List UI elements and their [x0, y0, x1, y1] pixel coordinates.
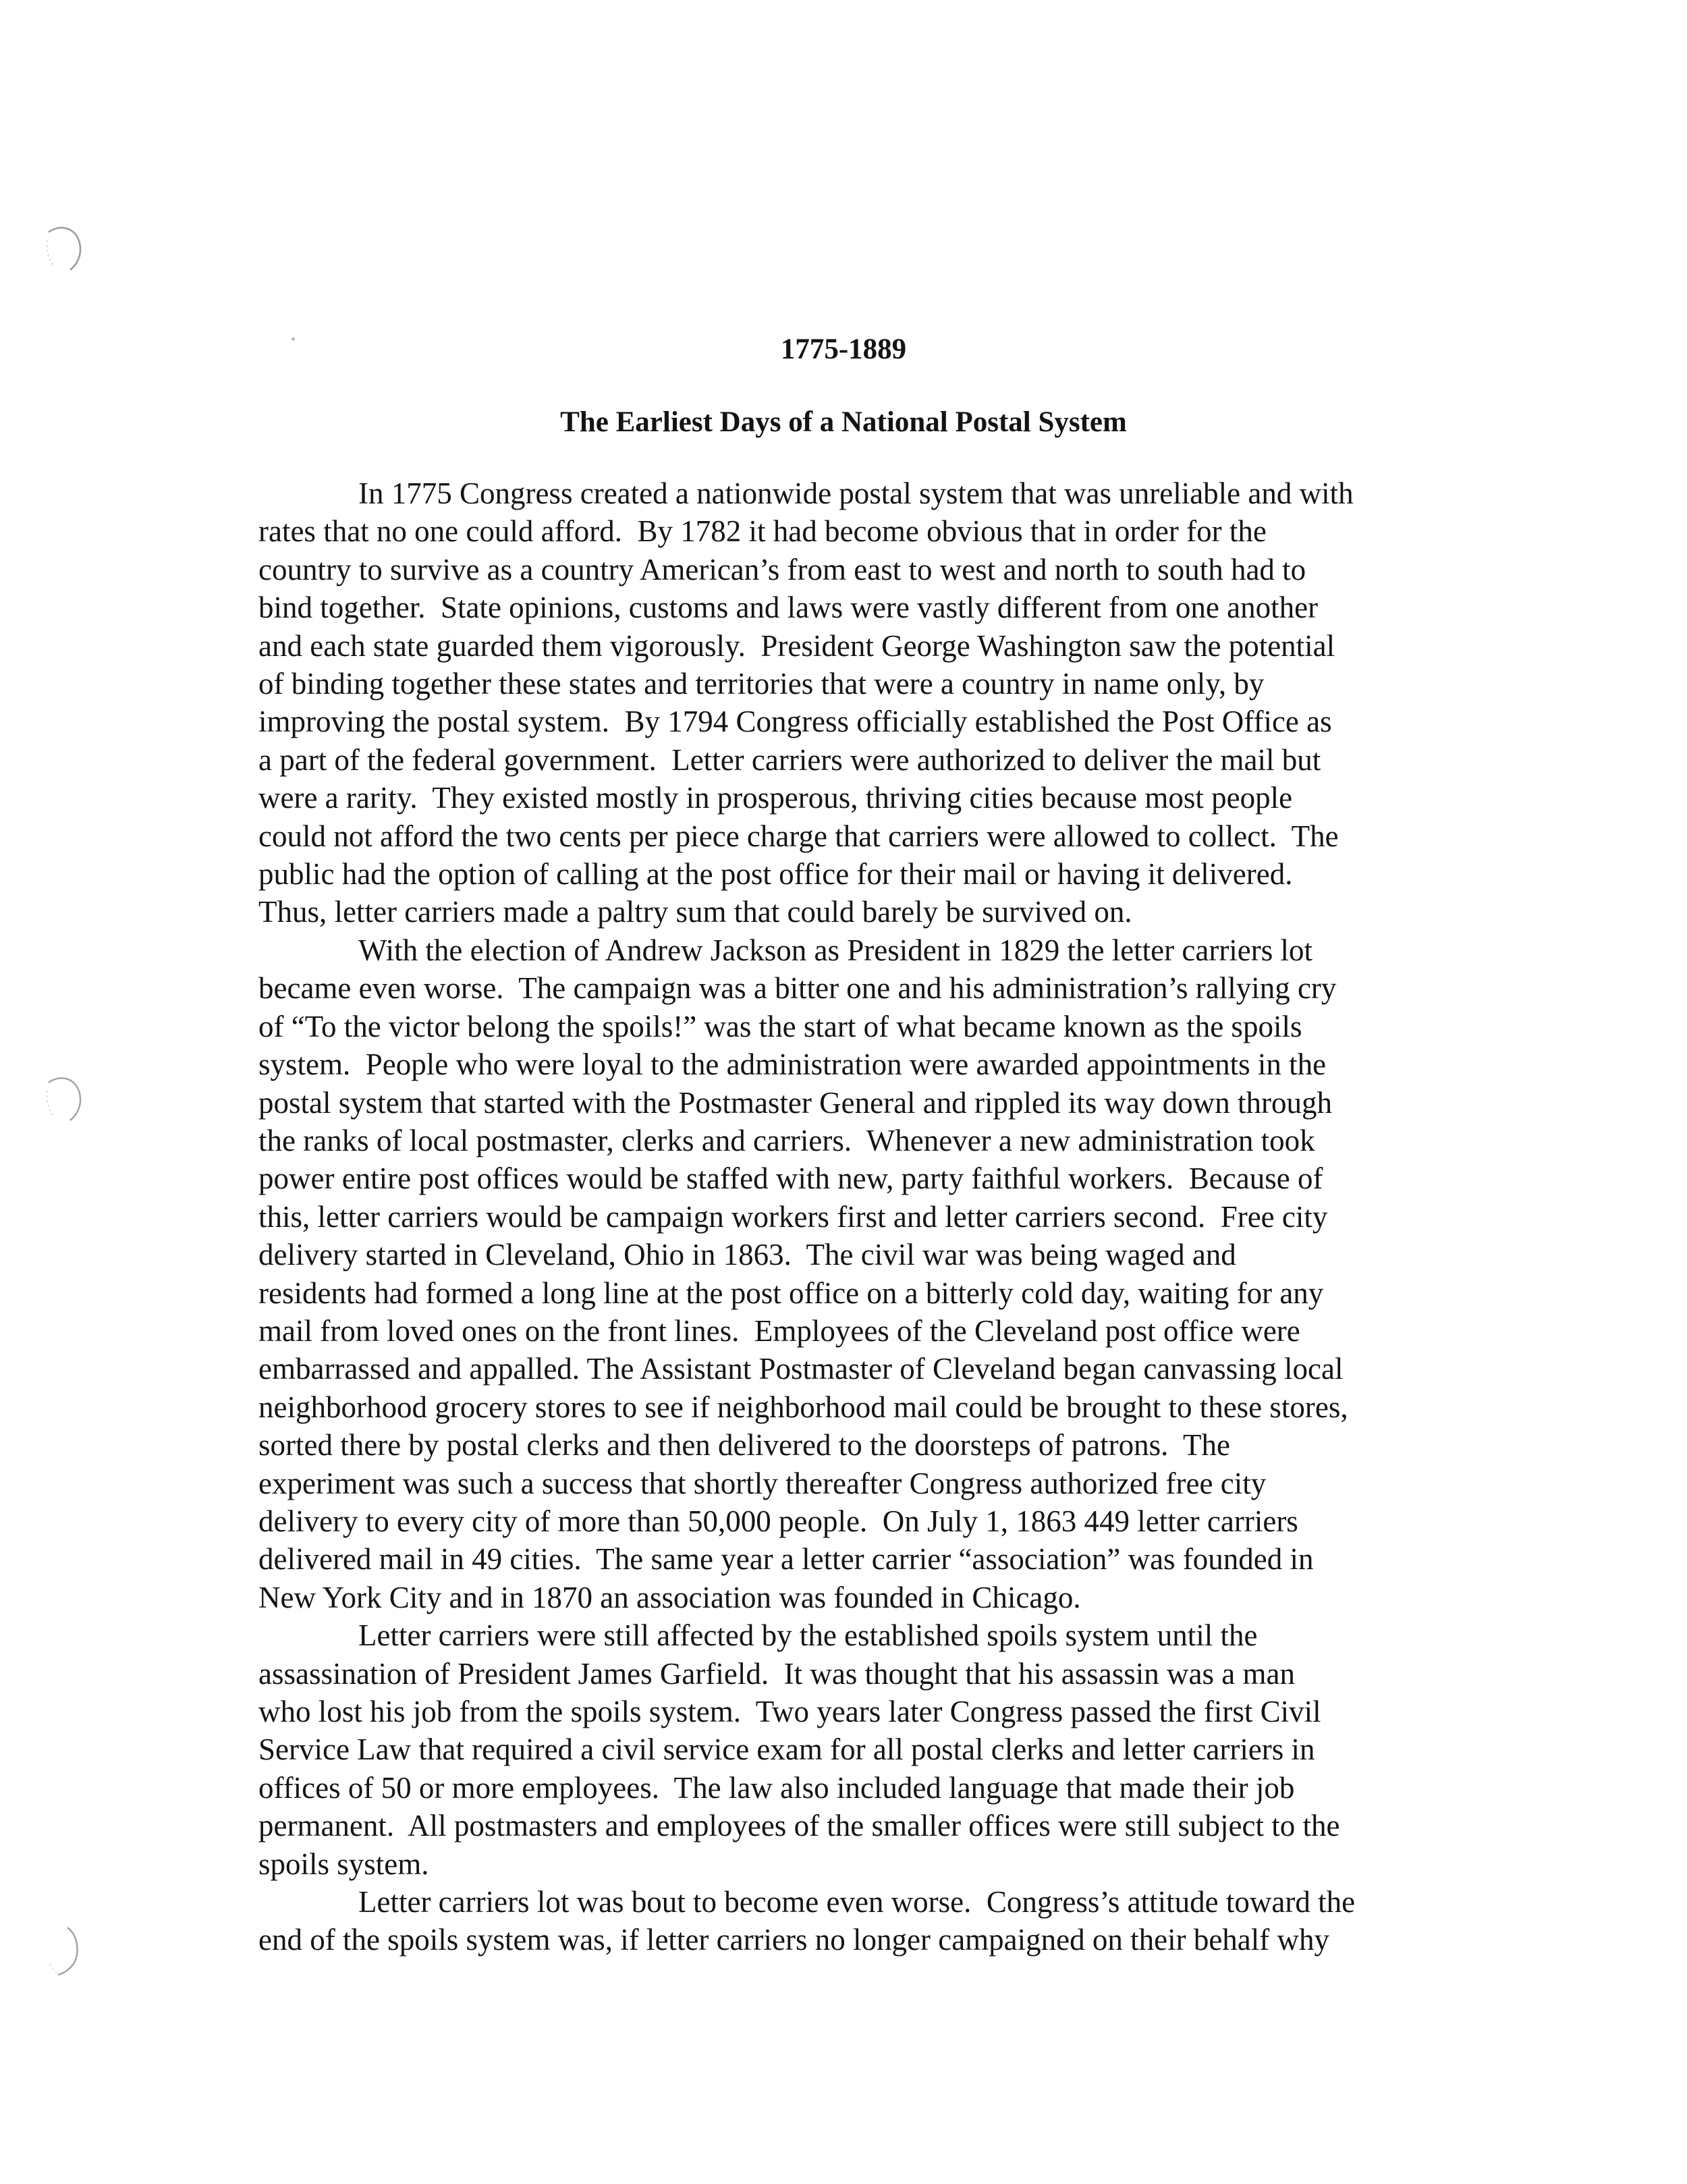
text-line: were a rarity. They existed mostly in prosperous, thriving cities because most people: [258, 781, 1293, 815]
text-line: With the election of Andrew Jackson as President in 1829 the letter carriers lot: [358, 933, 1313, 967]
paragraph: [258, 931, 1446, 1616]
date-range-heading: 1775-1889: [780, 333, 907, 365]
text-line: residents had formed a long line at the post office on a bitterly cold day, waiting for any: [258, 1276, 1324, 1310]
text-line: could not afford the two cents per piece charge that carriers were allowed to collect. The: [258, 819, 1339, 853]
text-line: Thus, letter carriers made a paltry sum that could barely be survived on.: [258, 895, 1132, 929]
paragraph: [258, 474, 1446, 931]
text-line: end of the spoils system was, if letter carriers no longer campaigned on their behalf why: [258, 1923, 1330, 1957]
text-line: and each state guarded them vigorously. President George Washington saw the potential: [258, 628, 1335, 663]
hole-punch-mark: [40, 223, 88, 277]
text-line: New York City and in 1870 an association was founded in Chicago.: [258, 1580, 1081, 1614]
text-line: the ranks of local postmaster, clerks and carriers. Whenever a new administration took: [258, 1123, 1315, 1157]
text-line: of binding together these states and territories that were a country in name only, by: [258, 667, 1265, 701]
text-line: improving the postal system. By 1794 Congress officially established the Post Office as: [258, 705, 1332, 739]
text-line: a part of the federal government. Letter carriers were authorized to deliver the mail but: [258, 742, 1321, 777]
text-line: sorted there by postal clerks and then delivered to the doorsteps of patrons. The: [258, 1428, 1231, 1463]
text-line: permanent. All postmasters and employees of the smaller offices were still subject to the: [258, 1809, 1340, 1843]
text-line: of “To the victor belong the spoils!” was the start of what became known as the spoils: [258, 1009, 1302, 1043]
text-line: Letter carriers were still affected by the established spoils system until the: [358, 1618, 1258, 1653]
text-line: public had the option of calling at the post office for their mail or having it delivered.: [258, 857, 1293, 892]
paragraph: [258, 1883, 1446, 1959]
text-line: became even worse. The campaign was a bitter one and his administration’s rallying cry: [258, 971, 1337, 1006]
text-line: experiment was such a success that shortly thereafter Congress authorized free city: [258, 1466, 1267, 1500]
text-line: delivery started in Cleveland, Ohio in 1863. The civil war was being waged and: [258, 1238, 1236, 1272]
text-line: In 1775 Congress created a nationwide postal system that was unreliable and with: [358, 476, 1354, 510]
text-line: postal system that started with the Postmaster General and rippled its way down through: [258, 1085, 1332, 1120]
text-line: system. People who were loyal to the administration were awarded appointments in the: [258, 1047, 1327, 1082]
text-line: country to survive as a country American’s from east to west and north to south had to: [258, 552, 1306, 586]
text-line: mail from loved ones on the front lines. Employees of the Cleveland post office were: [258, 1313, 1300, 1348]
text-line: this, letter carriers would be campaign workers first and letter carriers second. Free city: [258, 1199, 1328, 1234]
text-line: embarrassed and appalled. The Assistant Postmaster of Cleveland began canvassing local: [258, 1352, 1344, 1386]
text-line: power entire post offices would be staffed with new, party faithful workers. Because of: [258, 1162, 1323, 1196]
page-title: The Earliest Days of a National Postal System: [560, 406, 1127, 438]
body-text: [258, 474, 1446, 1959]
hole-punch-mark: [40, 1073, 88, 1127]
text-line: Service Law that required a civil service exam for all postal clerks and letter carriers in: [258, 1732, 1315, 1767]
paragraph: [258, 1616, 1446, 1883]
text-line: rates that no one could afford. By 1782 it had become obvious that in order for the: [258, 514, 1267, 549]
text-line: spoils system.: [258, 1847, 429, 1881]
text-line: neighborhood grocery stores to see if neighborhood mail could be brought to these stores,: [258, 1390, 1348, 1424]
text-line: bind together. State opinions, customs and laws were vastly different from one another: [258, 591, 1319, 625]
text-line: delivered mail in 49 cities. The same year a letter carrier “association” was founded in: [258, 1542, 1314, 1577]
hole-punch-mark: [40, 1923, 88, 1977]
text-line: Letter carriers lot was bout to become even worse. Congress’s attitude toward the: [358, 1885, 1356, 1919]
text-line: delivery to every city of more than 50,000 people. On July 1, 1863 449 letter carriers: [258, 1504, 1298, 1538]
text-line: offices of 50 or more employees. The law also included language that made their job: [258, 1770, 1295, 1805]
text-line: who lost his job from the spoils system. Two years later Congress passed the first Civil: [258, 1695, 1321, 1728]
text-line: assassination of President James Garfield. It was thought that his assassin was a man: [258, 1656, 1295, 1691]
